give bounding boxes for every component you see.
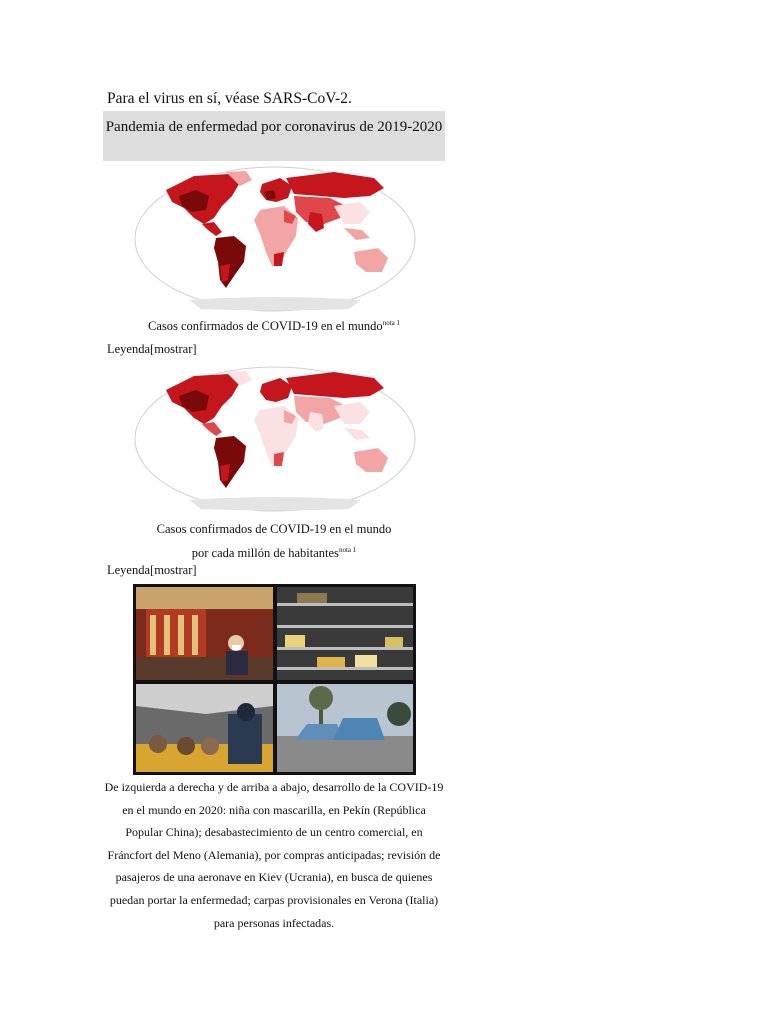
infobox-title: Pandemia de enfermedad por coronavirus de 2019-2020 — [105, 119, 443, 135]
map1-caption: Casos confirmados de COVID-19 en el mundo$^{nota 1}$ — [148, 319, 400, 333]
empty-shelves-photo — [277, 587, 413, 680]
field-tents-photo — [277, 684, 413, 772]
world-cases-per-million-map[interactable] — [134, 366, 416, 512]
world-cases-map[interactable] — [134, 166, 416, 312]
hatnote: Para el virus en sí, véase SARS-CoV-2. — [107, 90, 352, 107]
map2-legend-toggle[interactable]: Leyenda[mostrar] — [107, 563, 197, 577]
map2-caption: Casos confirmados de COVID-19 en el mundo por cada millón de habitantes$^{nota 1}$ — [156, 522, 392, 560]
map1-note[interactable]: nota 1 — [382, 319, 400, 327]
map2-note[interactable]: nota 1 — [338, 546, 357, 554]
photo-collage[interactable] — [133, 584, 416, 775]
infobox-title-box — [103, 111, 445, 161]
girl-with-mask-photo — [136, 587, 273, 680]
airplane-passenger-check-photo — [136, 684, 273, 772]
collage-caption: De izquierda a derecha y de arriba a abajo, desarrollo de la COVID-19 en el mundo en 2020: niña con mascarilla, en Pekín (República Popular China); desabastecimiento de un centro comercial, en Fráncfort del Meno (Alemania), por compras anticipadas; revisión de pasajeros de una aeronave en Kiev (Ucrania), en busca de quienes puedan portar la enfermedad; carpas provisionales en Verona (Italia) para personas infectadas. — [104, 780, 444, 930]
map1-legend-toggle[interactable]: Leyenda[mostrar] — [107, 342, 197, 356]
